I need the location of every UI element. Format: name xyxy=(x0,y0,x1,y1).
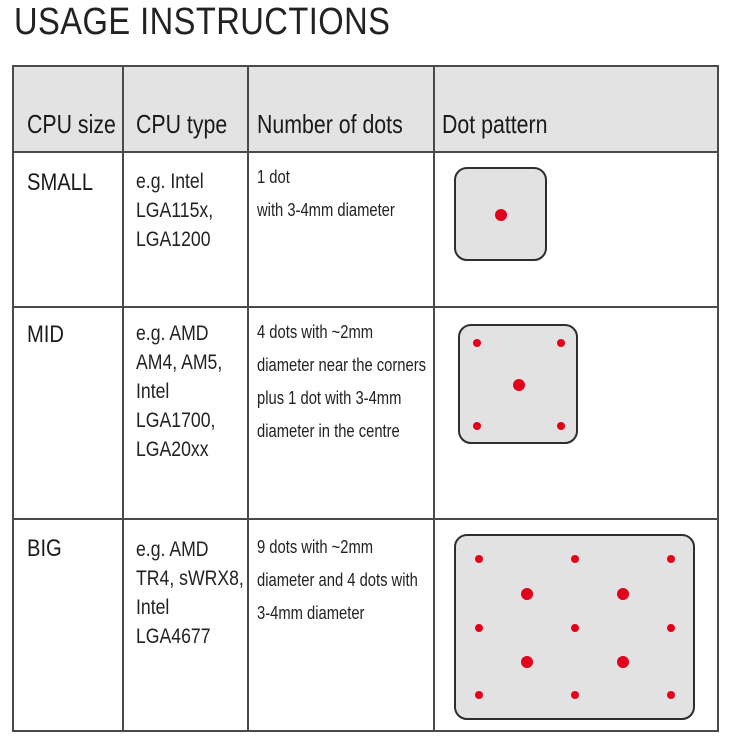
usage-table xyxy=(12,65,719,732)
cpu-mid-pattern xyxy=(458,324,578,444)
dot-small xyxy=(475,691,483,699)
dot-large xyxy=(617,656,629,668)
dot-large xyxy=(617,588,629,600)
row-divider xyxy=(14,151,717,153)
header-cpu-type: CPU type xyxy=(136,109,228,139)
row-divider xyxy=(14,518,717,520)
header-dot-pattern: Dot pattern xyxy=(442,109,548,139)
row-small-type: e.g. Intel LGA115x, LGA1200 xyxy=(136,170,214,251)
dot-small xyxy=(473,339,481,347)
dot-small xyxy=(475,624,483,632)
cpu-big-pattern xyxy=(454,534,695,720)
dot-large xyxy=(521,656,533,668)
dot-large xyxy=(513,379,525,391)
row-small-size: SMALL xyxy=(27,169,94,196)
header-number-of-dots: Number of dots xyxy=(257,109,403,139)
dot-large xyxy=(495,209,507,221)
dot-large xyxy=(521,588,533,600)
dot-small xyxy=(557,422,565,430)
row-big-description: 9 dots with ~2mm diameter and 4 dots with 3-4mm diameter xyxy=(257,537,418,623)
column-divider xyxy=(122,67,124,730)
dot-small xyxy=(667,624,675,632)
row-mid-description: 4 dots with ~2mm diameter near the corners plus 1 dot with 3-4mm diameter in the centre xyxy=(257,322,427,441)
row-mid-size: MID xyxy=(27,321,64,348)
dot-small xyxy=(667,691,675,699)
dot-small xyxy=(571,555,579,563)
column-divider xyxy=(247,67,249,730)
dot-small xyxy=(667,555,675,563)
cpu-small-pattern xyxy=(454,167,547,261)
row-small-description: 1 dot with 3-4mm diameter xyxy=(257,167,395,220)
header-cpu-size: CPU size xyxy=(27,109,116,139)
dot-small xyxy=(571,624,579,632)
row-mid-type: e.g. AMD AM4, AM5, Intel LGA1700, LGA20xx xyxy=(136,322,223,461)
row-big-size: BIG xyxy=(27,535,62,562)
column-divider xyxy=(433,67,435,730)
dot-small xyxy=(571,691,579,699)
row-big-type: e.g. AMD TR4, sWRX8, Intel LGA4677 xyxy=(136,538,244,648)
dot-small xyxy=(557,339,565,347)
dot-small xyxy=(473,422,481,430)
page-title: USAGE INSTRUCTIONS xyxy=(14,1,391,43)
row-divider xyxy=(14,306,717,308)
dot-small xyxy=(475,555,483,563)
